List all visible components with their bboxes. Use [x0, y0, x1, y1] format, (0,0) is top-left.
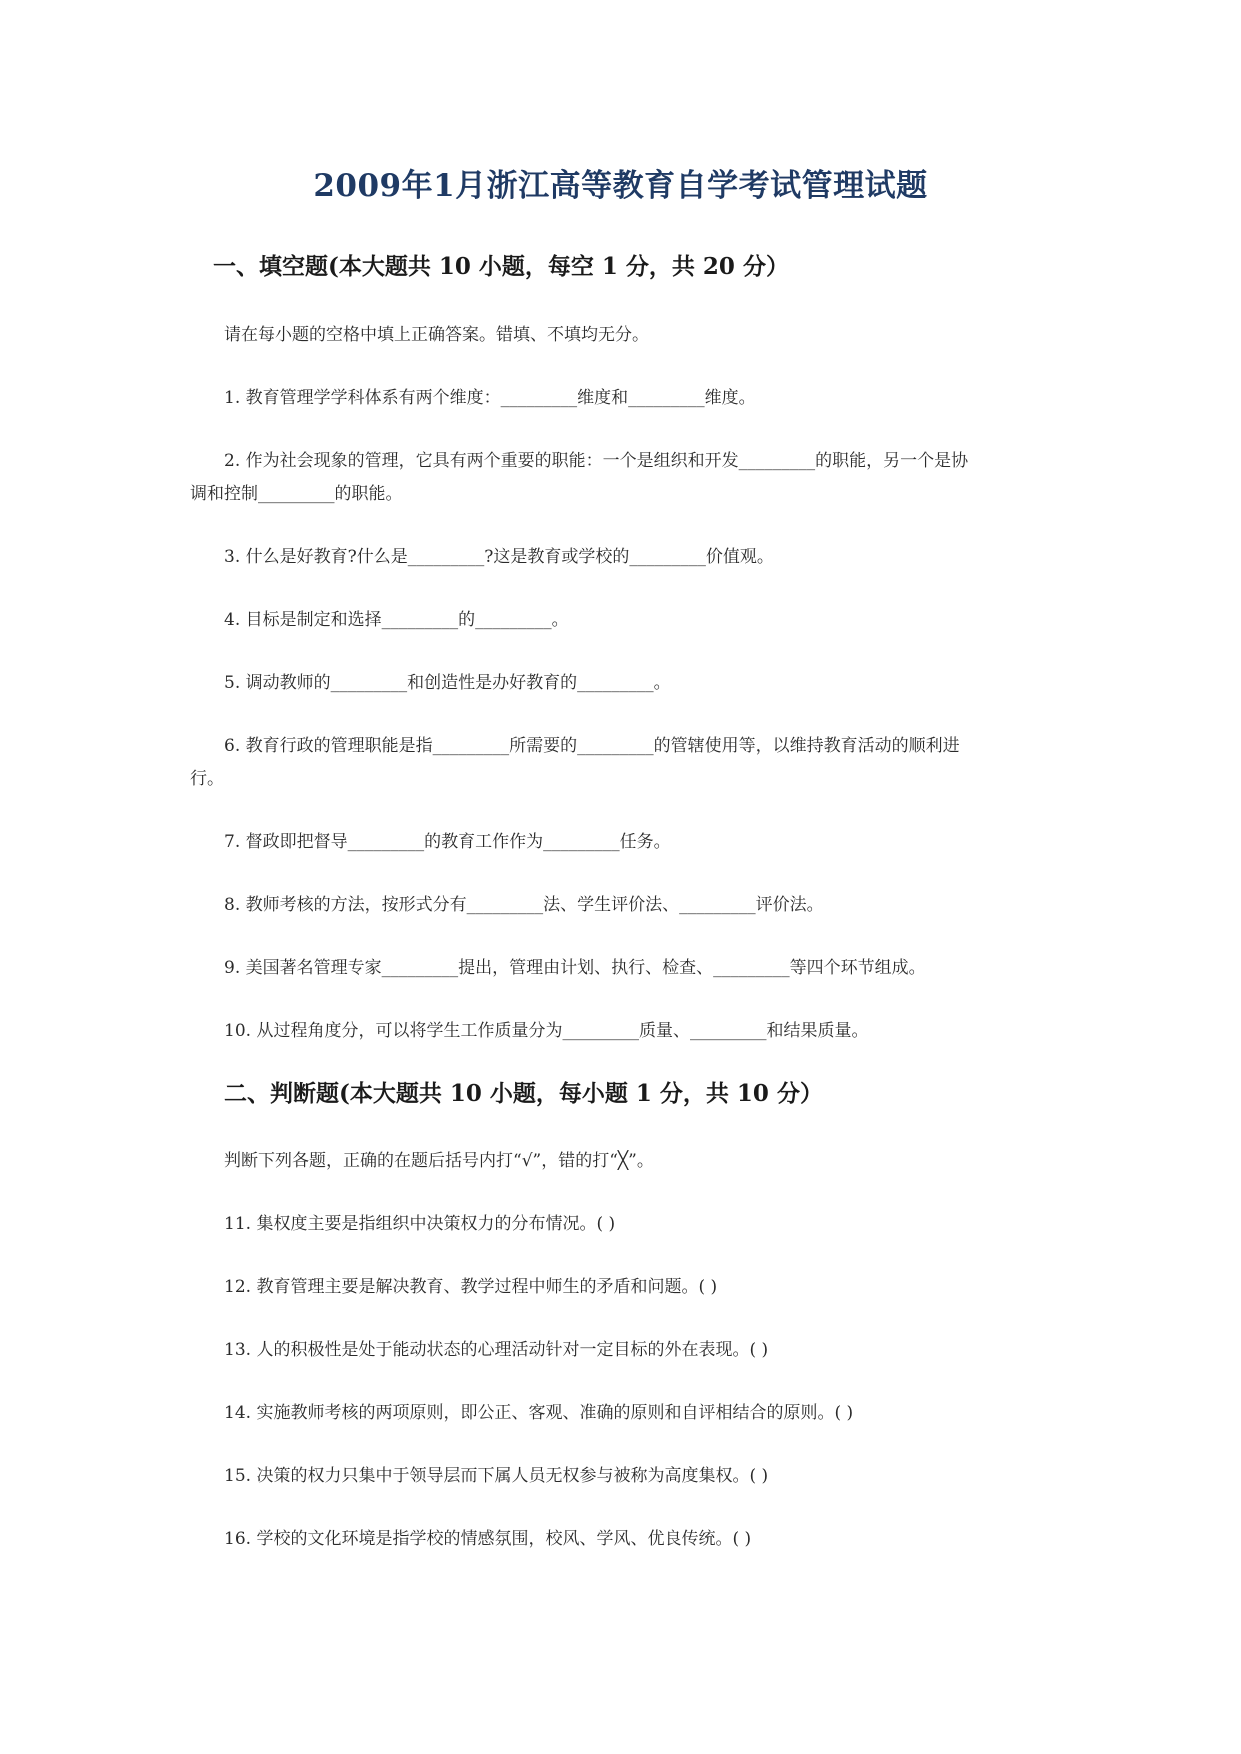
question-2-line-2: 调和控制_________的职能。	[190, 484, 403, 504]
page-title: 2009年1月浙江高等教育自学考试管理试题	[313, 168, 928, 204]
question-9: 9. 美国著名管理专家_________提出，管理由计划、执行、检查、_________等四个环节组成。	[224, 958, 926, 978]
question-8: 8. 教师考核的方法，按形式分有_________法、学生评价法、_________评价法。	[224, 895, 824, 915]
question-7: 7. 督政即把督导_________的教育工作作为_________任务。	[224, 832, 671, 852]
question-16: 16. 学校的文化环境是指学校的情感氛围，校风、学风、优良传统。( )	[224, 1529, 752, 1549]
question-3: 3. 什么是好教育?什么是_________?这是教育或学校的_________价值观。	[224, 547, 774, 567]
question-1: 1. 教育管理学学科体系有两个维度：_________维度和_________维度。	[224, 388, 756, 408]
question-5: 5. 调动教师的_________和创造性是办好教育的_________。	[224, 673, 671, 693]
question-12: 12. 教育管理主要是解决教育、教学过程中师生的矛盾和问题。( )	[224, 1277, 718, 1297]
section-2-instruction: 判断下列各题，正确的在题后括号内打“√”，错的打“╳”。	[224, 1151, 654, 1171]
question-10: 10. 从过程角度分，可以将学生工作质量分为_________质量、_________和结果质量。	[224, 1021, 869, 1041]
question-13: 13. 人的积极性是处于能动状态的心理活动针对一定目标的外在表现。( )	[224, 1340, 769, 1360]
section-1-instruction: 请在每小题的空格中填上正确答案。错填、不填均无分。	[224, 325, 649, 345]
question-14: 14. 实施教师考核的两项原则，即公正、客观、准确的原则和自评相结合的原则。( )	[224, 1403, 854, 1423]
question-6-line-2: 行。	[190, 769, 224, 789]
section-2-heading: 二、判断题(本大题共 10 小题，每小题 1 分，共 10 分）	[224, 1080, 823, 1107]
question-15: 15. 决策的权力只集中于领导层而下属人员无权参与被称为高度集权。( )	[224, 1466, 769, 1486]
question-6-line-1: 6. 教育行政的管理职能是指_________所需要的_________的管辖使用等，以维持教育活动的顺利进	[224, 736, 960, 756]
question-2-line-1: 2. 作为社会现象的管理，它具有两个重要的职能：一个是组织和开发_________的职能，另一个是协	[224, 451, 969, 471]
section-1-heading: 一、填空题(本大题共 10 小题，每空 1 分，共 20 分）	[213, 253, 789, 280]
question-11: 11. 集权度主要是指组织中决策权力的分布情况。( )	[224, 1214, 616, 1234]
question-4: 4. 目标是制定和选择_________的_________。	[224, 610, 569, 630]
